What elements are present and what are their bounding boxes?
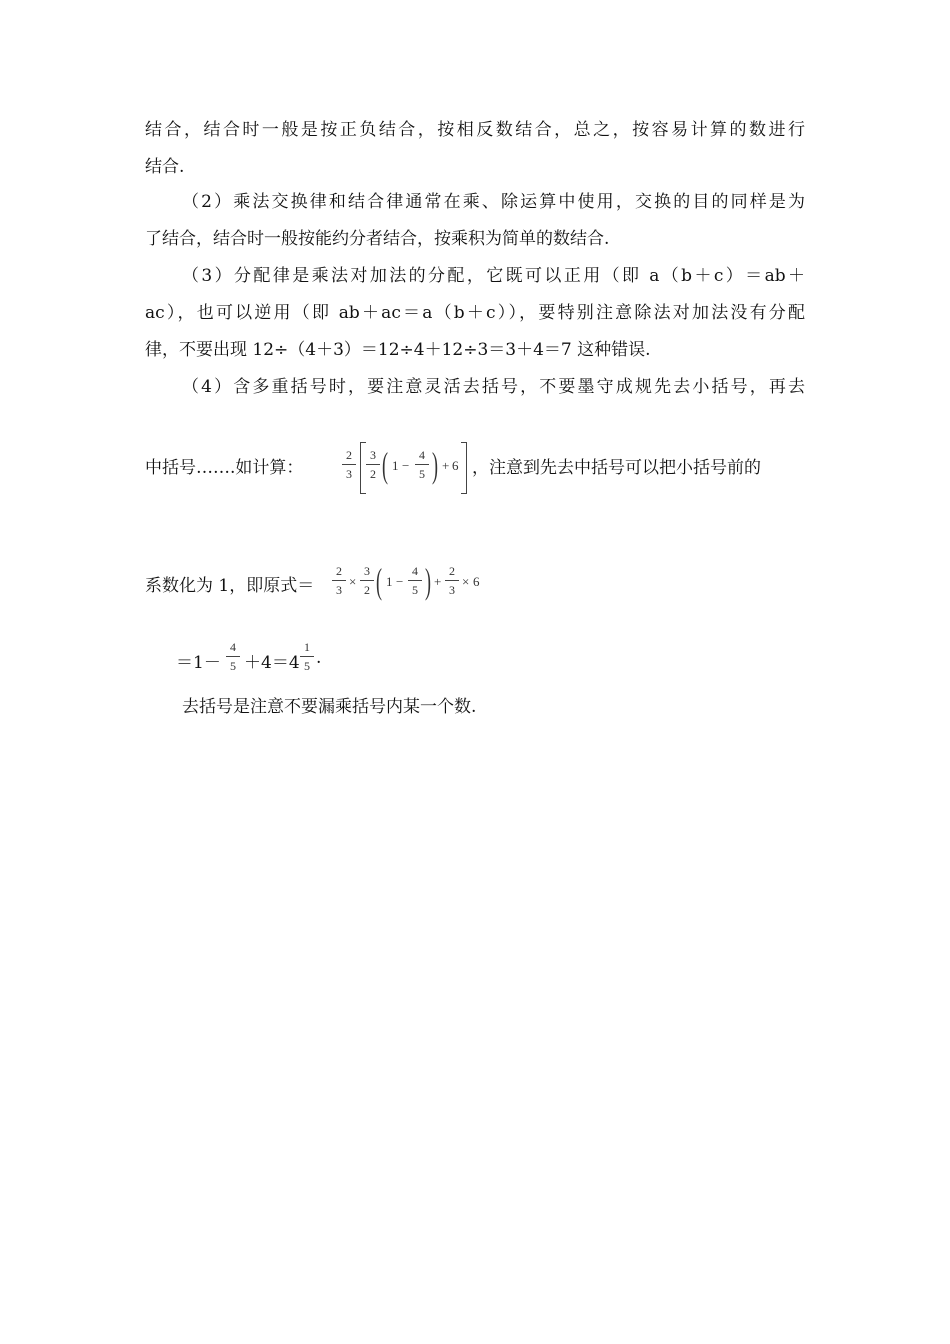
text-line: 结合，结合时一般是按正负结合，按相反数结合，总之，按容易计算的数进行 xyxy=(145,120,805,140)
minus-sign: − xyxy=(396,574,404,589)
denominator: 2 xyxy=(364,583,370,597)
left-paren: ( xyxy=(376,561,382,601)
fraction-bar xyxy=(332,580,346,581)
times-sign: × xyxy=(349,574,357,589)
numerator: 4 xyxy=(419,448,425,462)
denominator: 3 xyxy=(449,583,455,597)
denominator: 3 xyxy=(336,583,342,597)
fraction-bar xyxy=(366,464,380,465)
text-line: ，注意到先去中括号可以把小括号前的 xyxy=(472,458,761,478)
fraction-bar xyxy=(408,580,422,581)
number-one: 1 xyxy=(392,458,399,473)
numerator: 4 xyxy=(230,640,236,654)
right-paren: ) xyxy=(432,445,438,485)
denominator: 3 xyxy=(346,467,352,481)
fraction xyxy=(300,640,314,673)
minus-sign: − xyxy=(402,458,410,473)
text-line: 结合. xyxy=(145,157,185,177)
fraction xyxy=(415,448,429,481)
right-square-bracket xyxy=(461,442,467,494)
numerator: 2 xyxy=(336,564,342,578)
numerator: 3 xyxy=(370,448,376,462)
fraction-bar xyxy=(226,656,240,657)
fraction-bar xyxy=(445,580,459,581)
fraction-bar xyxy=(300,656,314,657)
equation-middle: ＋4＝4 xyxy=(244,653,300,673)
text-line: 去括号是注意不要漏乘括号内某一个数. xyxy=(182,697,477,717)
fraction xyxy=(360,564,374,597)
times-sign: × xyxy=(462,574,470,589)
text-line: 系数化为 1，即原式＝ xyxy=(145,576,315,596)
text-line: （3）分配律是乘法对加法的分配，它既可以正用（即 a（b＋c）＝ab＋ xyxy=(182,266,805,286)
text-line: （2）乘法交换律和结合律通常在乘、除运算中使用，交换的目的同样是为 xyxy=(182,192,805,212)
fraction-bar xyxy=(415,464,429,465)
numerator: 1 xyxy=(304,640,310,654)
denominator: 5 xyxy=(304,659,310,673)
fraction xyxy=(408,564,422,597)
left-paren: ( xyxy=(382,445,388,485)
numerator: 4 xyxy=(412,564,418,578)
plus-sign: + xyxy=(442,458,450,473)
text-line: ac），也可以逆用（即 ab＋ac＝a（b＋c）），要特别注意除法对加法没有分配 xyxy=(145,303,805,323)
denominator: 5 xyxy=(419,467,425,481)
text-line: 中括号…….如计算： xyxy=(145,458,304,478)
fraction xyxy=(332,564,346,597)
math-expression-3 xyxy=(176,640,376,684)
fraction xyxy=(366,448,380,481)
equation-end: . xyxy=(316,648,322,668)
equation-start: ＝1－ xyxy=(176,653,221,673)
numerator: 2 xyxy=(346,448,352,462)
denominator: 5 xyxy=(230,659,236,673)
numerator: 3 xyxy=(364,564,370,578)
right-paren: ) xyxy=(425,561,431,601)
text-line: 律，不要出现 12÷（4＋3）＝12÷4＋12÷3＝3＋4＝7 这种错误. xyxy=(145,340,651,360)
fraction-bar xyxy=(360,580,374,581)
math-expression-1 xyxy=(340,440,470,496)
fraction xyxy=(342,448,356,481)
number-six: 6 xyxy=(473,574,480,589)
number-one: 1 xyxy=(386,574,393,589)
fraction xyxy=(226,640,240,673)
numerator: 2 xyxy=(449,564,455,578)
text-line: 了结合，结合时一般按能约分者结合，按乘积为简单的数结合. xyxy=(145,229,610,249)
fraction-bar xyxy=(342,464,356,465)
fraction xyxy=(445,564,459,597)
math-expression-2 xyxy=(330,560,490,610)
text-line: （4）含多重括号时，要注意灵活去括号，不要墨守成规先去小括号，再去 xyxy=(182,377,805,397)
number-six: 6 xyxy=(452,458,459,473)
denominator: 5 xyxy=(412,583,418,597)
plus-sign: + xyxy=(434,574,442,589)
denominator: 2 xyxy=(370,467,376,481)
